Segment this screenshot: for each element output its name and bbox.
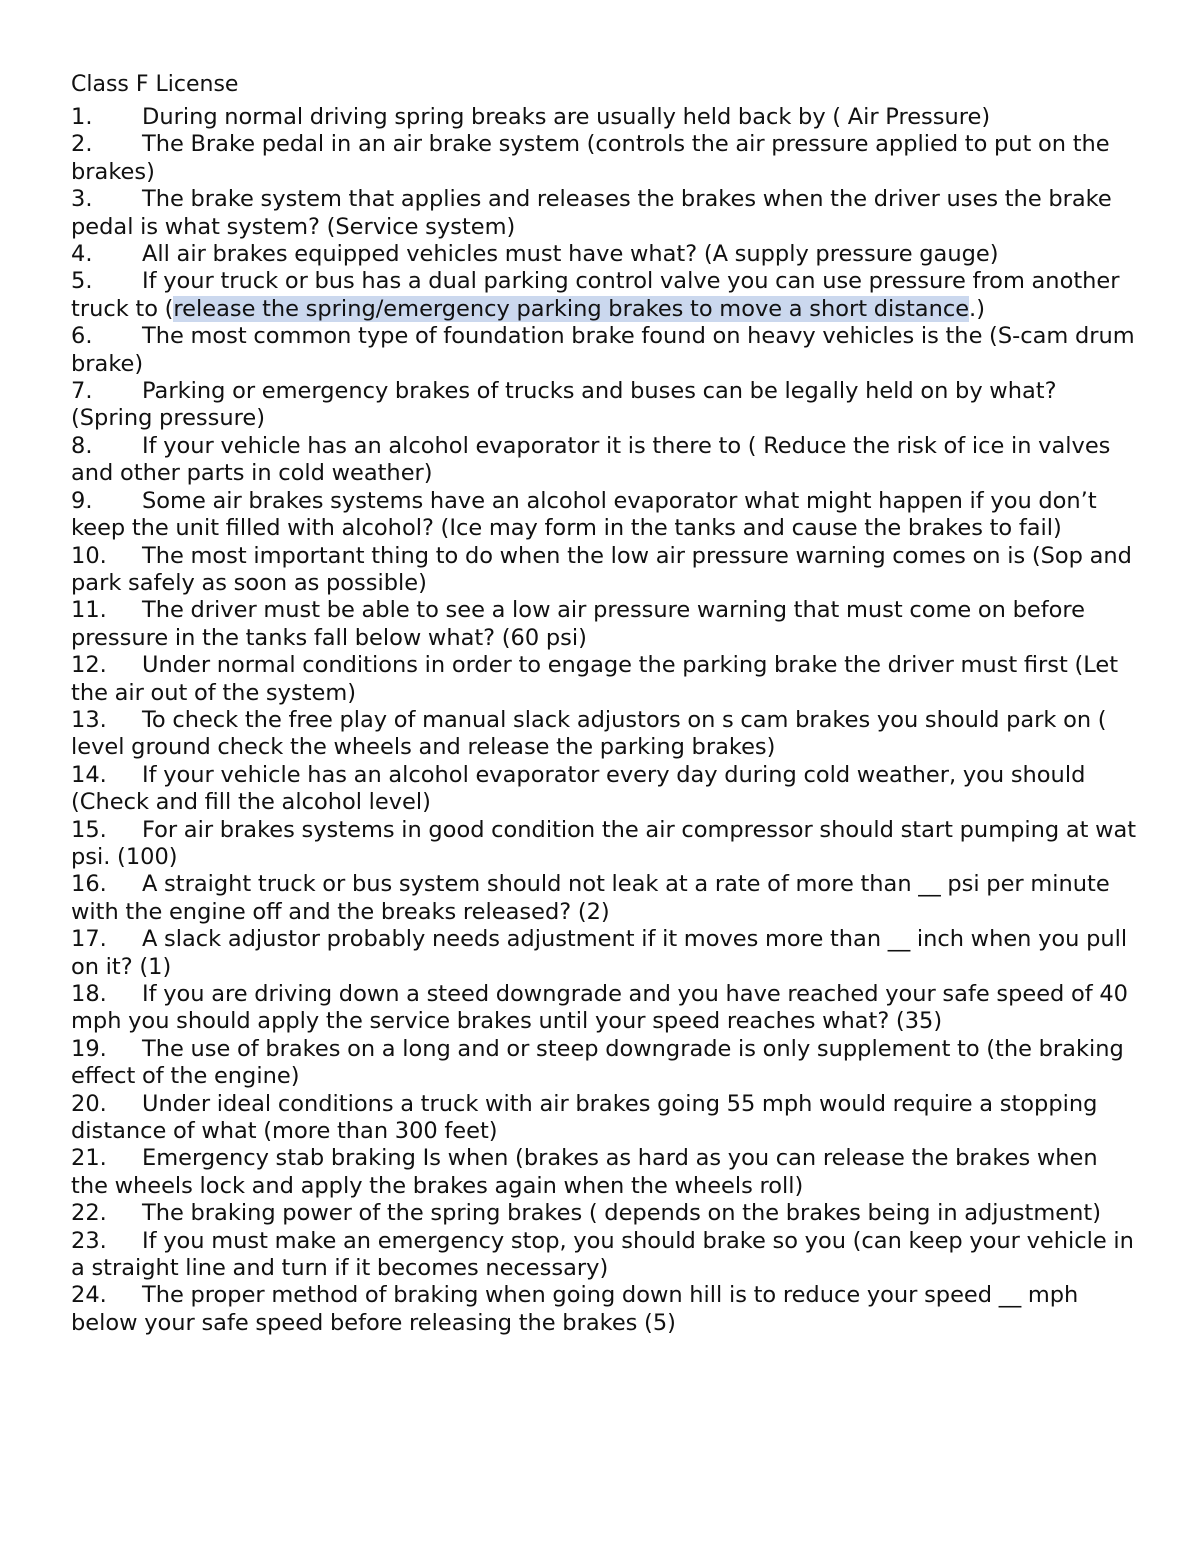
question-number: 16. xyxy=(71,871,107,898)
question-text: All air brakes equipped vehicles must have what? (A supply pressure gauge) xyxy=(142,241,999,268)
question-text: The use of brakes on a long and or steep downgrade is only supplement to (the braking effect of the engine) xyxy=(71,1035,1124,1090)
question-text: For air brakes systems in good condition the air compressor should start pumping at wat psi. (100) xyxy=(71,816,1137,870)
question-item xyxy=(71,1091,1139,1146)
question-item xyxy=(71,926,1139,981)
question-number: 15. xyxy=(71,816,107,843)
question-item xyxy=(71,1200,1139,1227)
question-list xyxy=(71,104,1139,1337)
question-item xyxy=(71,1282,1139,1337)
question-text: If your truck or bus has a dual parking control valve you can use pressure from another truck to ( xyxy=(71,268,1120,322)
question-item xyxy=(71,378,1139,433)
question-item xyxy=(71,707,1139,762)
question-item xyxy=(71,488,1139,543)
question-item xyxy=(71,323,1139,378)
document-title: Class F License xyxy=(71,72,239,97)
question-item xyxy=(71,981,1139,1036)
question-number: 5. xyxy=(71,268,93,295)
question-text: A straight truck or bus system should not leak at a rate of more than __ psi per minute with the engine off and the breaks released? (2) xyxy=(71,871,1110,925)
question-text: If your vehicle has an alcohol evaporator every day during cold weather, you should (Check and fill the alcohol level) xyxy=(71,761,1086,816)
question-number: 21. xyxy=(71,1145,107,1172)
question-number: 8. xyxy=(71,432,93,459)
document-page xyxy=(71,70,1139,1337)
question-item xyxy=(71,871,1139,926)
question-number: 20. xyxy=(71,1090,107,1117)
question-text: A slack adjustor probably needs adjustment if it moves more than __ inch when you pull on it? (1) xyxy=(71,926,1128,980)
question-text: Under normal conditions in order to engage the parking brake the driver must first (Let the air out of the system) xyxy=(71,652,1119,706)
question-text: During normal driving spring breaks are usually held back by ( Air Pressure) xyxy=(142,104,991,130)
question-number: 4. xyxy=(71,241,93,268)
question-number: 17. xyxy=(71,926,107,953)
question-text: Under ideal conditions a truck with air brakes going 55 mph would require a stopping distance of what (more than 300 feet) xyxy=(71,1090,1098,1145)
question-text: The proper method of braking when going down hill is to reduce your speed __ mph below your safe speed before releasing the brakes (5) xyxy=(71,1282,1079,1336)
question-item xyxy=(71,652,1139,707)
question-item xyxy=(71,131,1139,186)
question-item xyxy=(71,1145,1139,1200)
question-item xyxy=(71,817,1139,872)
question-number: 14. xyxy=(71,761,107,788)
question-number: 11. xyxy=(71,597,107,624)
question-item xyxy=(71,543,1139,598)
question-item xyxy=(71,762,1139,817)
question-item xyxy=(71,268,1139,323)
question-text: The braking power of the spring brakes ( depends on the brakes being in adjustment) xyxy=(142,1200,1101,1227)
question-item xyxy=(71,186,1139,241)
question-item xyxy=(71,433,1139,488)
highlighted-answer: release the spring/emergency parking brakes to move a short distance xyxy=(173,295,970,322)
question-item xyxy=(71,1036,1139,1091)
question-text: To check the free play of manual slack adjustors on s cam brakes you should park on ( level ground check the wheels and release the parking brakes) xyxy=(71,706,1107,761)
question-number: 22. xyxy=(71,1200,107,1227)
question-text: If you must make an emergency stop, you should brake so you (can keep your vehicle in a straight line and turn if it becomes necessary) xyxy=(71,1227,1134,1282)
question-text: Emergency stab braking Is when (brakes as hard as you can release the brakes when the wheels lock and apply the brakes again when the wheels roll) xyxy=(71,1145,1098,1199)
question-text: The brake system that applies and releases the brakes when the driver uses the brake pedal is what system? (Service system) xyxy=(71,186,1112,240)
question-text: If your vehicle has an alcohol evaporator it is there to ( Reduce the risk of ice in valves and other parts in cold weather) xyxy=(71,432,1111,487)
question-text: Parking or emergency brakes of trucks and buses can be legally held on by what? (Spring pressure) xyxy=(71,378,1057,432)
question-item xyxy=(71,241,1139,268)
question-number: 13. xyxy=(71,706,107,733)
question-number: 7. xyxy=(71,378,93,405)
question-item xyxy=(71,1228,1139,1283)
question-item xyxy=(71,104,1139,131)
question-text: If you are driving down a steed downgrade and you have reached your safe speed of 40 mph you should apply the service brakes until your speed reaches what? (35) xyxy=(71,981,1128,1035)
question-text-end: .) xyxy=(969,295,985,322)
question-text: The driver must be able to see a low air pressure warning that must come on before pressure in the tanks fall below what? (60 psi) xyxy=(71,597,1086,651)
question-text: Some air brakes systems have an alcohol evaporator what might happen if you don’t keep the unit filled with alcohol? (Ice may form in the tanks and cause the brakes to fail) xyxy=(71,487,1097,542)
question-text: The most common type of foundation brake found on heavy vehicles is the (S-cam drum brake) xyxy=(71,323,1135,377)
question-number: 3. xyxy=(71,186,93,213)
question-number: 24. xyxy=(71,1282,107,1309)
question-number: 2. xyxy=(71,131,93,158)
question-item xyxy=(71,597,1139,652)
question-text: The Brake pedal in an air brake system (controls the air pressure applied to put on the brakes) xyxy=(71,131,1110,185)
question-text: The most important thing to do when the low air pressure warning comes on is (Sop and park safely as soon as possible) xyxy=(71,542,1132,596)
question-number: 1. xyxy=(71,104,93,130)
question-number: 23. xyxy=(71,1227,107,1254)
question-number: 9. xyxy=(71,487,93,514)
question-number: 18. xyxy=(71,981,107,1007)
question-number: 12. xyxy=(71,652,107,679)
question-number: 19. xyxy=(71,1035,107,1062)
question-number: 10. xyxy=(71,542,107,569)
question-number: 6. xyxy=(71,323,93,350)
